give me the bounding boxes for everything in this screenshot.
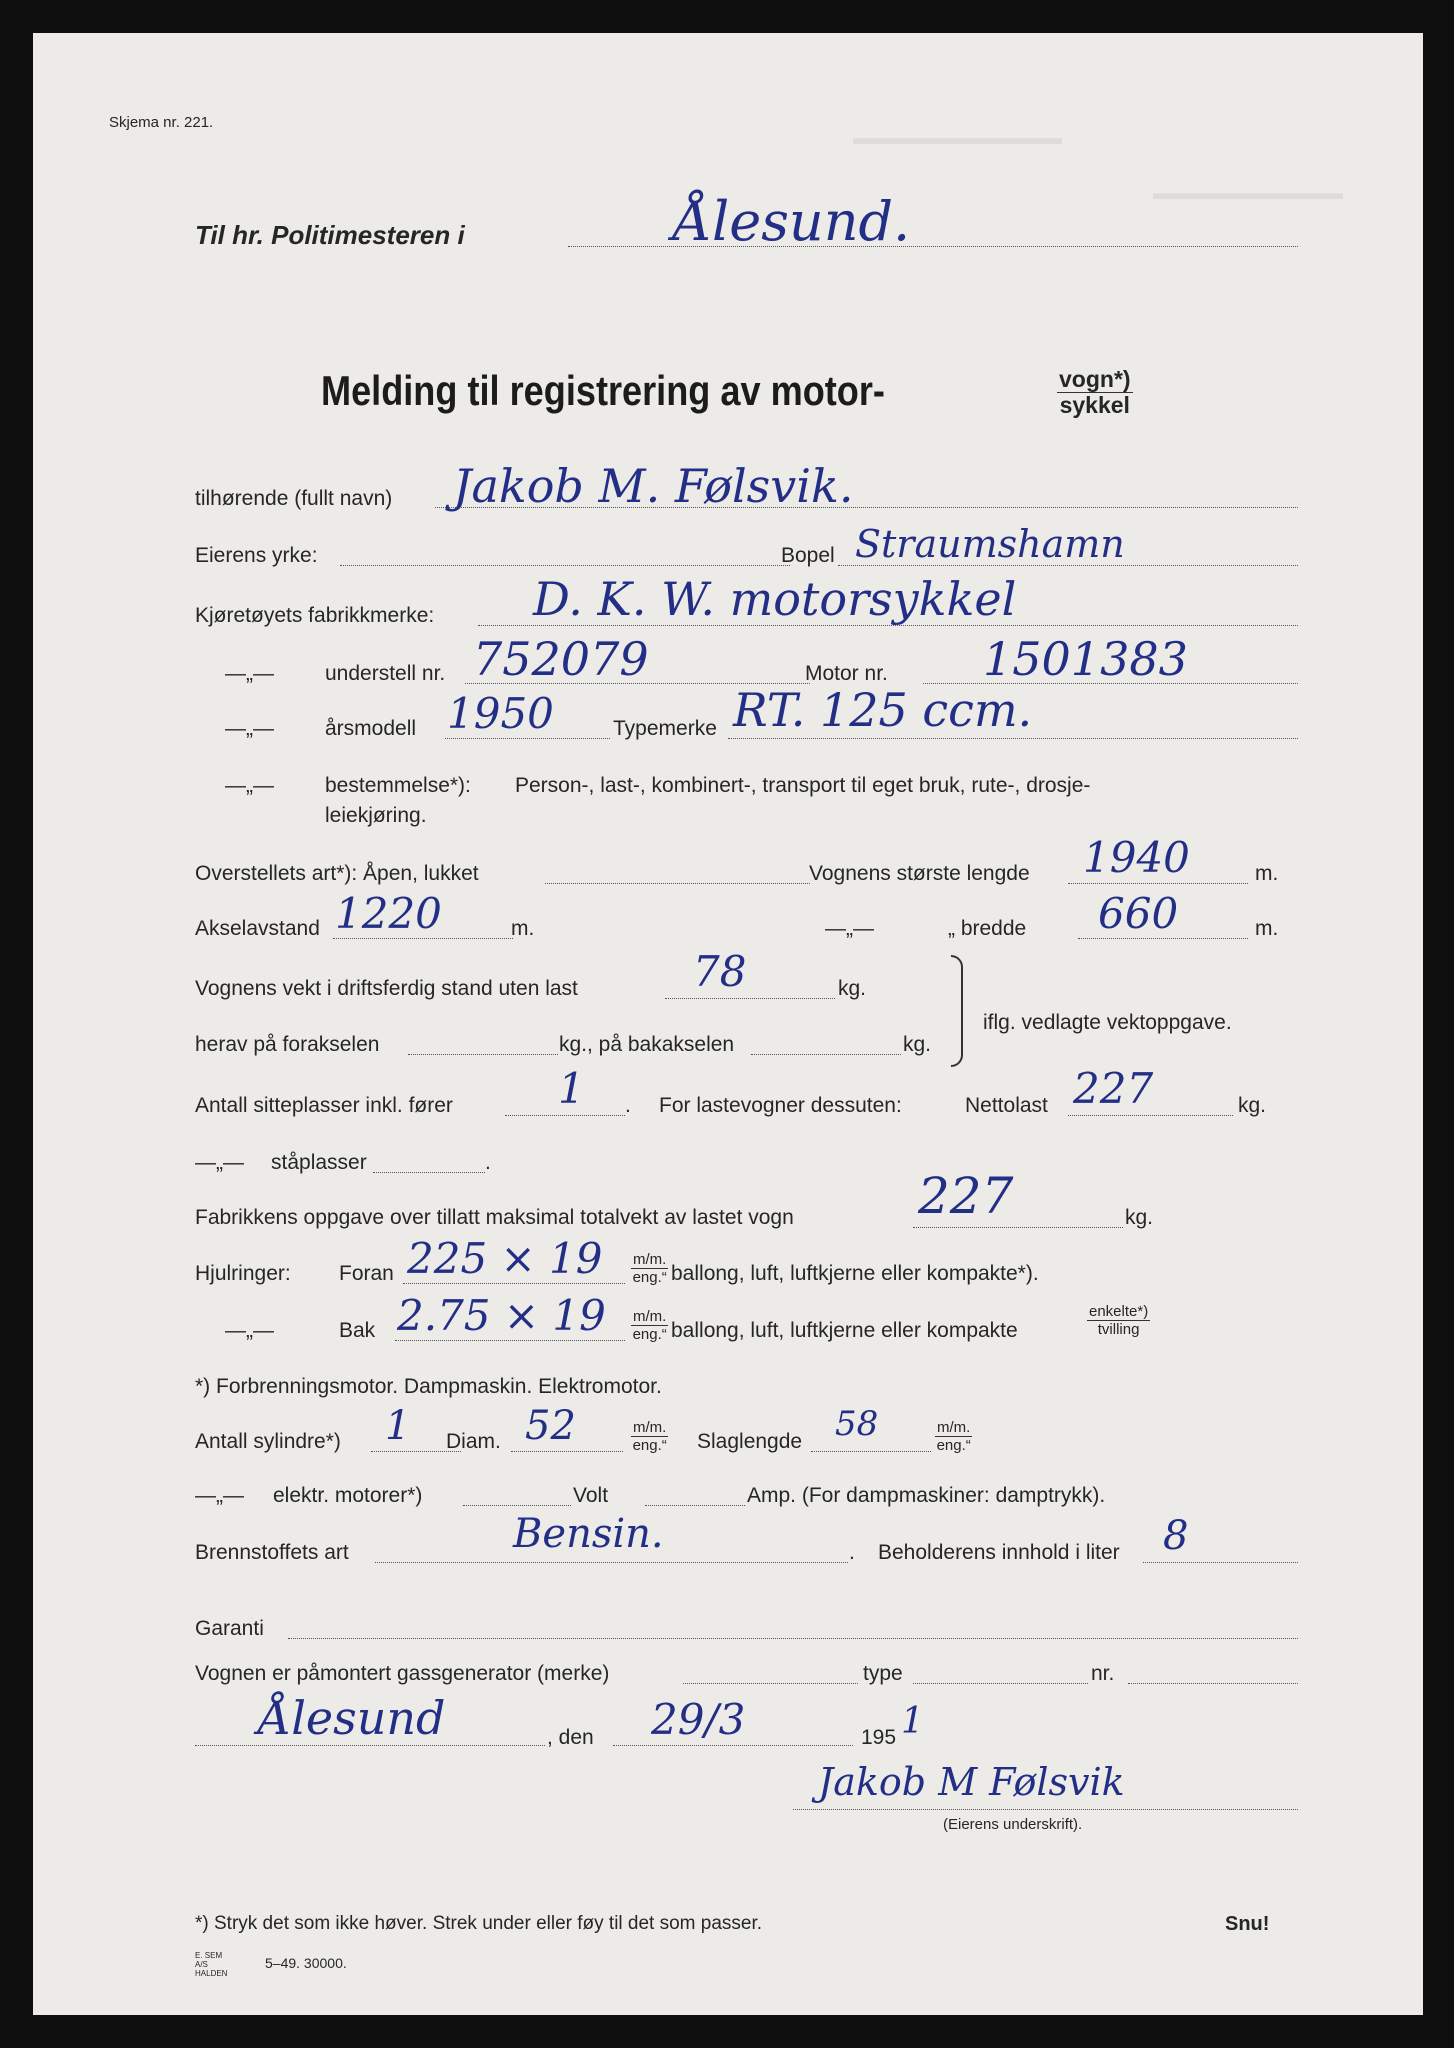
type-line [728, 738, 1298, 739]
rear-tyre-options: ballong, luft, luftkjerne eller kompakte [671, 1319, 1018, 1342]
net-load-line [1068, 1115, 1233, 1116]
model-year-line [445, 738, 610, 739]
width-label: „ bredde [948, 917, 1027, 940]
print-run: 5–49. 30000. [265, 1955, 347, 1971]
weight-label: Vognens vekt i driftsferdig stand uten last [195, 977, 578, 1000]
front-wheel-value: 225 × 19 [407, 1234, 603, 1283]
diam-unit [631, 1419, 668, 1454]
chassis-label: understell nr. [325, 662, 446, 685]
form-title: Melding til registrering av motor- [321, 367, 885, 414]
unit-mm: m/m. [633, 1308, 667, 1325]
ditto: —„— [225, 662, 274, 685]
diam-label: Diam. [446, 1430, 501, 1453]
unit-mm: m/m. [937, 1419, 971, 1436]
year-suffix: 1 [901, 1701, 924, 1742]
tank-line [1143, 1562, 1298, 1563]
ditto: —„— [195, 1151, 244, 1174]
volt-line [645, 1505, 745, 1506]
length-line [1068, 883, 1248, 884]
body-line [545, 883, 810, 884]
title-fraction [1057, 367, 1133, 418]
front-tyre-options: ballong, luft, luftkjerne eller kompakte*). [671, 1262, 1039, 1285]
cylinders-value: 1 [385, 1403, 411, 1449]
rear-wheel-unit [631, 1308, 668, 1343]
turn-over-label: Snu! [1225, 1913, 1270, 1935]
model-year-label: årsmodell [325, 717, 417, 740]
residence-label: Bopel [781, 544, 835, 567]
residence-value: Straumshamn [855, 522, 1125, 566]
title-vogn: vogn*) [1059, 366, 1131, 392]
type-value: RT. 125 ccm. [733, 683, 1033, 737]
max-weight-label: Fabrikkens oppgave over tillatt maksimal totalvekt av lastet vogn [195, 1206, 794, 1229]
chassis-value: 752079 [473, 632, 649, 686]
weight-brace [951, 955, 963, 1067]
tyre-twin: tvilling [1097, 1321, 1140, 1338]
fuel-label: Brennstoffets art [195, 1541, 349, 1564]
type-label: Typemerke [613, 717, 717, 740]
seats-period: . [625, 1094, 631, 1117]
cylinders-label: Antall sylindre*) [195, 1430, 341, 1453]
elec-line [463, 1505, 571, 1506]
gasgen-type-label: type [863, 1662, 903, 1685]
wheelbase-label: Akselavstand [195, 917, 320, 940]
diam-line [511, 1451, 623, 1452]
place-line [195, 1745, 545, 1746]
purpose-text-2: leiekjøring. [325, 804, 427, 827]
fuel-period: . [849, 1541, 855, 1564]
front-axle-line [408, 1054, 558, 1055]
form-sheet [33, 33, 1423, 2015]
unit-eng: eng.“ [632, 1437, 667, 1454]
seats-label: Antall sitteplasser inkl. fører [195, 1094, 453, 1117]
warranty-label: Garanti [195, 1617, 264, 1640]
make-value: D. K. W. motorsykkel [533, 572, 1017, 626]
elec-label: elektr. motorer*) [273, 1484, 423, 1507]
purpose-label: bestemmelse*): [325, 774, 471, 797]
ditto: —„— [825, 917, 874, 940]
body-label: Overstellets art*): Åpen, lukket [195, 862, 479, 885]
date-value: 29/3 [651, 1695, 746, 1744]
engine-types: *) Forbrenningsmotor. Dampmaskin. Elektromotor. [195, 1375, 662, 1398]
make-label: Kjøretøyets fabrikkmerke: [195, 604, 435, 627]
gasgen-nr-line [1128, 1683, 1298, 1684]
width-line [1078, 938, 1248, 939]
length-value: 1940 [1083, 833, 1190, 882]
standing-period: . [485, 1151, 491, 1174]
signature-value: Jakob M Følsvik [818, 1760, 1125, 1804]
rear-wheel-value: 2.75 × 19 [397, 1291, 606, 1340]
tyre-config [1087, 1303, 1150, 1338]
bleed-through: ▬▬▬▬▬▬▬▬▬▬▬ [853, 128, 1062, 149]
date-line [613, 1745, 853, 1746]
cargo-label: For lastevogner dessuten: [659, 1094, 902, 1117]
year-prefix: 195 [861, 1726, 897, 1749]
motor-label: Motor nr. [805, 662, 888, 685]
recipient-value: Ålesund. [673, 190, 911, 253]
unit-mm: m/m. [633, 1419, 667, 1436]
length-label: Vognens største lengde [809, 862, 1030, 885]
occupation-label: Eierens yrke: [195, 544, 318, 567]
printer: E. SEM A/S HALDEN [195, 1951, 228, 1978]
occupation-line [340, 565, 790, 566]
max-weight-value: 227 [918, 1167, 1014, 1225]
diam-value: 52 [525, 1403, 576, 1449]
stroke-unit [935, 1419, 972, 1454]
front-wheel-unit [631, 1251, 668, 1286]
unit-eng: eng.“ [632, 1326, 667, 1343]
net-load-value: 227 [1073, 1064, 1154, 1113]
gasgen-label: Vognen er påmontert gassgenerator (merke) [195, 1662, 610, 1685]
width-unit: m. [1255, 917, 1279, 940]
ditto: —„— [225, 1319, 274, 1342]
max-weight-unit: kg. [1125, 1206, 1154, 1229]
form-number: Skjema nr. 221. [109, 114, 214, 131]
standing-label: ståplasser [271, 1151, 367, 1174]
fuel-line [375, 1562, 848, 1563]
front-wheel-line [403, 1283, 625, 1284]
length-unit: m. [1255, 862, 1279, 885]
model-year-value: 1950 [447, 689, 554, 738]
signature-line [793, 1809, 1298, 1810]
warranty-line [288, 1638, 1298, 1639]
ditto: —„— [225, 774, 274, 797]
weight-line [665, 998, 835, 999]
stroke-label: Slaglengde [697, 1430, 803, 1453]
signature-caption: (Eierens underskrift). [943, 1816, 1083, 1833]
front-wheel-label: Foran [339, 1262, 394, 1285]
net-load-unit: kg. [1238, 1094, 1267, 1117]
rear-axle-unit: kg. [903, 1033, 932, 1056]
owner-value: Jakob M. Følsvik. [453, 459, 854, 513]
rear-axle-line [751, 1054, 901, 1055]
wheelbase-unit: m. [511, 917, 535, 940]
weight-value: 78 [693, 947, 747, 996]
stroke-value: 58 [835, 1404, 879, 1444]
stroke-line [811, 1451, 931, 1452]
max-weight-line [913, 1227, 1123, 1228]
weight-note: iflg. vedlagte vektoppgave. [983, 1011, 1232, 1034]
front-axle-label: herav på forakselen [195, 1033, 380, 1056]
footnote: *) Stryk det som ikke høver. Strek under eller føy til det som passer. [195, 1913, 763, 1934]
wheelbase-line [333, 938, 513, 939]
standing-line [373, 1172, 485, 1173]
unit-eng: eng.“ [936, 1437, 971, 1454]
bleed-through: ▬▬▬▬▬▬▬▬▬▬ [1153, 183, 1343, 204]
owner-label: tilhørende (fullt navn) [195, 487, 393, 510]
unit-mm: m/m. [633, 1251, 667, 1268]
wheelbase-value: 1220 [335, 889, 442, 938]
gasgen-nr-label: nr. [1091, 1662, 1115, 1685]
gasgen-type-line [913, 1683, 1088, 1684]
weight-unit: kg. [838, 977, 867, 1000]
seats-value: 1 [558, 1064, 585, 1113]
ditto: —„— [225, 717, 274, 740]
ditto: —„— [195, 1484, 244, 1507]
title-sykkel: sykkel [1059, 392, 1130, 418]
tyre-single: enkelte*) [1089, 1303, 1149, 1320]
net-load-label: Nettolast [965, 1094, 1048, 1117]
width-value: 660 [1098, 889, 1179, 938]
place-value: Ålesund [258, 1691, 446, 1745]
rear-wheel-line [395, 1340, 625, 1341]
wheels-label: Hjulringer: [195, 1262, 291, 1285]
fuel-value: Bensin. [513, 1511, 664, 1557]
volt-label: Volt [573, 1484, 609, 1507]
den-label: , den [547, 1726, 594, 1749]
unit-eng: eng.“ [632, 1269, 667, 1286]
rear-axle-label: kg., på bakakselen [559, 1033, 735, 1056]
tank-value: 8 [1163, 1513, 1189, 1559]
rear-wheel-label: Bak [339, 1319, 376, 1342]
motor-value: 1501383 [983, 632, 1188, 686]
tank-label: Beholderens innhold i liter [878, 1541, 1120, 1564]
seats-line [505, 1115, 625, 1116]
recipient-label: Til hr. Politimesteren i [195, 220, 465, 250]
gasgen-line [683, 1683, 858, 1684]
amp-label: Amp. (For dampmaskiner: damptrykk). [747, 1484, 1106, 1507]
purpose-text: Person-, last-, kombinert-, transport til eget bruk, rute-, drosje- [515, 774, 1091, 797]
